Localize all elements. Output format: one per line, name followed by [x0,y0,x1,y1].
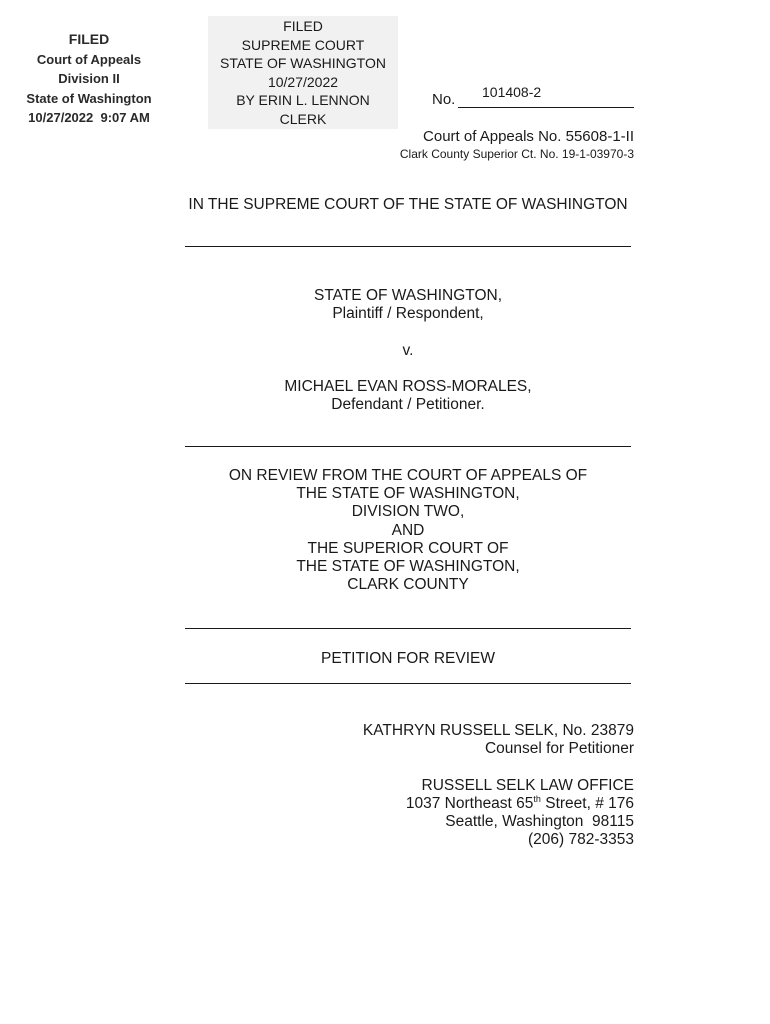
stamp-clerk-title: CLERK [279,110,327,127]
plaintiff-role: Plaintiff / Respondent, [332,305,484,323]
court-heading: IN THE SUPREME COURT OF THE STATE OF WASHINGTON [188,196,628,213]
superior-court-number: Clark County Superior Ct. No. 19-1-03970-3 [399,147,634,161]
stamp-date: 10/27/2022 [267,73,339,90]
document-title: PETITION FOR REVIEW [321,650,495,667]
defendant-role: Defendant / Petitioner. [331,396,485,414]
review-line: CLARK COUNTY [347,576,469,594]
review-line: AND [391,521,425,539]
defendant-name: MICHAEL EVAN ROSS-MORALES, [284,377,532,395]
divider [185,683,631,684]
supreme-court-case-number [432,86,634,108]
case-number-value: 101408-2 [482,84,542,100]
counsel-name: KATHRYN RUSSELL SELK, No. 23879 [362,722,634,739]
divider [185,628,631,629]
stamp-clerk-name: BY ERIN L. LENNON [236,92,370,108]
stamp-court-name: Court of Appeals [36,51,142,67]
versus: v. [402,341,414,359]
divider [185,446,631,447]
review-line: THE STATE OF WASHINGTON, [296,558,520,576]
street-address: 1037 Northeast 65th Street, # 176 [405,793,634,812]
review-line: DIVISION TWO, [351,503,465,521]
case-caption [185,287,631,414]
stamp-state: STATE OF WASHINGTON [220,55,386,71]
review-line: ON REVIEW FROM THE COURT OF APPEALS OF [228,467,588,484]
counsel-block [363,722,634,849]
review-statement [185,467,631,594]
stamp-state: State of Washington [26,90,152,106]
plaintiff-name: STATE OF WASHINGTON, [313,287,502,304]
stamp-datetime: 10/27/2022 9:07 AM [28,110,150,125]
law-office-name: RUSSELL SELK LAW OFFICE [421,776,634,794]
case-number-label: No. [432,91,456,108]
stamp-filed-label: FILED [283,18,323,34]
phone-number: (206) 782-3353 [528,831,634,849]
review-line: THE STATE OF WASHINGTON, [296,485,520,503]
stamp-division: Division II [58,71,120,86]
stamp-court-name: SUPREME COURT [241,36,365,53]
divider [185,246,631,247]
stamp-filed-label: FILED [68,31,110,47]
city-state-zip: Seattle, Washington 98115 [445,813,634,830]
supreme-court-filing-stamp [208,16,398,129]
counsel-role: Counsel for Petitioner [484,740,634,758]
review-line: THE SUPERIOR COURT OF [307,539,509,557]
court-of-appeals-number: Court of Appeals No. 55608-1-II [423,128,634,145]
court-of-appeals-filing-stamp [14,30,164,128]
case-number-underline [458,107,634,108]
